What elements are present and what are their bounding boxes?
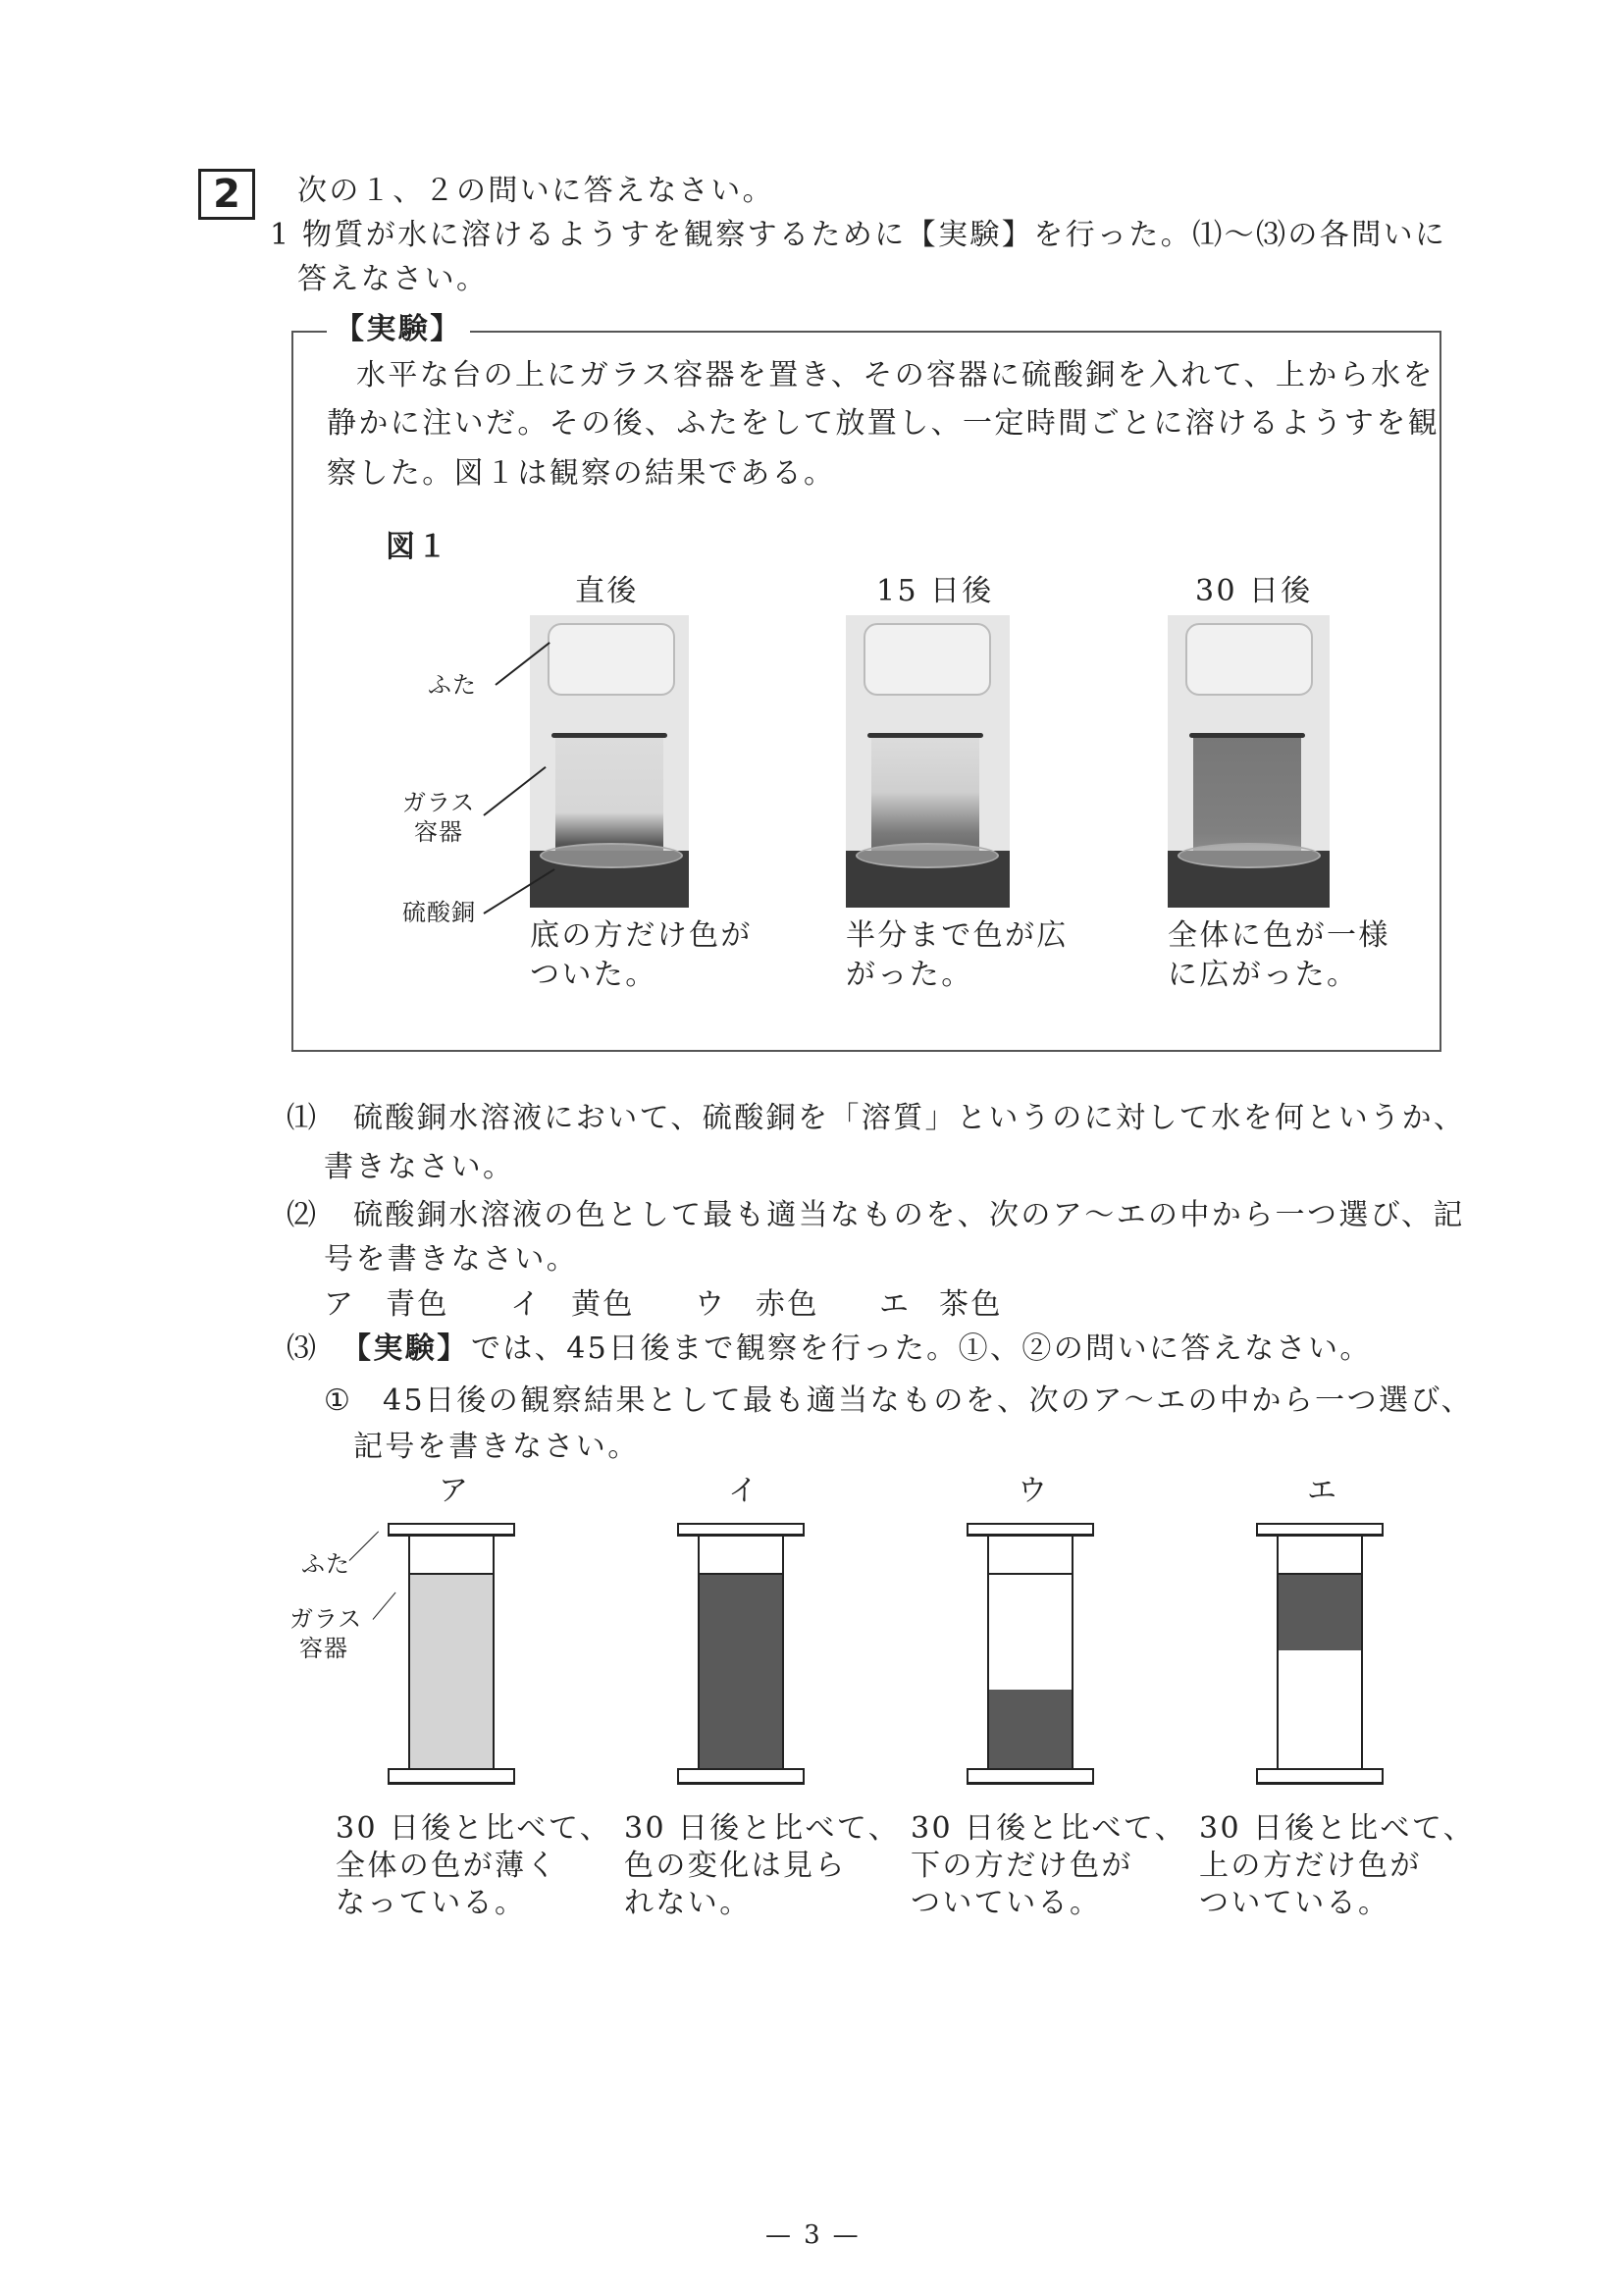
option-caption: 全体の色が薄く <box>336 1849 558 1883</box>
photo-caption: に広がった。 <box>1168 958 1359 992</box>
diagram-label-lid: ふた <box>301 1550 350 1578</box>
choice-text: 黄色 <box>571 1287 635 1322</box>
photo-title: 直後 <box>575 574 639 608</box>
photo-title: 30 日後 <box>1195 574 1313 608</box>
q1-text: 物質が水に溶けるようすを観察するために【実験】を行った。⑴～⑶の各問いに <box>302 218 1447 252</box>
sub1-text: 硫酸銅水溶液において、硫酸銅を「溶質」というのに対して水を何というか、 <box>353 1101 1466 1135</box>
option-mark: ウ <box>1018 1474 1050 1508</box>
option-diagram-a <box>388 1523 515 1784</box>
choice-mark: エ <box>879 1287 912 1322</box>
choice-text: 茶色 <box>939 1287 1003 1322</box>
option-caption: 下の方だけ色が <box>911 1849 1133 1883</box>
experiment-line: 水平な台の上にガラス容器を置き、その容器に硫酸銅を入れて、上から水を <box>356 358 1435 392</box>
leader-line <box>349 1531 379 1560</box>
photo-caption: 全体に色が一様 <box>1168 918 1390 953</box>
sub1-number: ⑴ <box>287 1101 319 1135</box>
option-caption: 30 日後と比べて、 <box>1199 1811 1476 1846</box>
page-number: — 3 — <box>765 2220 862 2250</box>
choice-text: 青色 <box>386 1287 449 1322</box>
photo-30-days <box>1168 615 1330 908</box>
photo-caption: 底の方だけ色が <box>530 918 753 953</box>
photo-caption: ついた。 <box>530 958 657 992</box>
photo-15-days <box>846 615 1010 908</box>
option-caption: 30 日後と比べて、 <box>624 1811 901 1846</box>
q1-number: 1 <box>270 218 291 252</box>
question-number-box: 2 <box>198 169 255 220</box>
sub3-label: 【実験】 <box>341 1331 469 1366</box>
sub3-part1-number: ① <box>324 1383 353 1418</box>
option-caption: れない。 <box>624 1886 752 1920</box>
experiment-line: 察した。図１は観察の結果である。 <box>327 456 836 491</box>
option-caption: 色の変化は見ら <box>624 1849 847 1883</box>
q1-text-cont: 答えなさい。 <box>297 262 489 296</box>
experiment-label: 【実験】 <box>327 312 470 347</box>
option-mark: イ <box>728 1474 760 1508</box>
option-caption: ついている。 <box>1199 1886 1390 1920</box>
photo-immediately <box>530 615 689 908</box>
option-caption: なっている。 <box>336 1886 527 1920</box>
option-diagram-u <box>967 1523 1094 1784</box>
choice-mark: イ <box>510 1287 543 1322</box>
choice-mark: ア <box>324 1287 356 1322</box>
choice-text: 赤色 <box>756 1287 819 1322</box>
photo-caption: がった。 <box>846 958 973 992</box>
label-glass: ガラス <box>402 789 476 816</box>
option-diagram-i <box>677 1523 805 1784</box>
option-caption: 上の方だけ色が <box>1199 1849 1422 1883</box>
option-caption: 30 日後と比べて、 <box>336 1811 612 1846</box>
label-lid: ふた <box>428 671 477 699</box>
label-container: 容器 <box>414 818 463 846</box>
sub2-text: 硫酸銅水溶液の色として最も適当なものを、次のア～エの中から一つ選び、記 <box>353 1198 1465 1232</box>
sub2-number: ⑵ <box>287 1198 319 1232</box>
photo-title: 15 日後 <box>876 574 994 608</box>
option-diagram-e <box>1256 1523 1384 1784</box>
option-mark: ア <box>439 1474 471 1508</box>
photo-caption: 半分まで色が広 <box>846 918 1069 953</box>
figure1-label: 図１ <box>386 530 449 564</box>
choice-mark: ウ <box>695 1287 727 1322</box>
sub3-part1-text-cont: 記号を書きなさい。 <box>353 1430 640 1464</box>
sub1-text-cont: 書きなさい。 <box>324 1150 515 1184</box>
option-mark: エ <box>1307 1474 1339 1508</box>
sub3-text: では、45日後まで観察を行った。①、②の問いに答えなさい。 <box>471 1331 1372 1366</box>
diagram-label-glass: ガラス <box>289 1605 363 1633</box>
intro-text: 次の１、２の問いに答えなさい。 <box>297 174 774 208</box>
diagram-label-container: 容器 <box>299 1635 348 1662</box>
sub2-text-cont: 号を書きなさい。 <box>324 1242 579 1277</box>
experiment-line: 静かに注いだ。その後、ふたをして放置し、一定時間ごとに溶けるようすを観 <box>327 406 1440 441</box>
option-caption: 30 日後と比べて、 <box>911 1811 1187 1846</box>
option-caption: ついている。 <box>911 1886 1102 1920</box>
label-copper-sulfate: 硫酸銅 <box>402 899 476 926</box>
sub3-part1-text: 45日後の観察結果として最も適当なものを、次のア～エの中から一つ選び、 <box>383 1383 1473 1418</box>
sub3-number: ⑶ <box>287 1331 319 1366</box>
